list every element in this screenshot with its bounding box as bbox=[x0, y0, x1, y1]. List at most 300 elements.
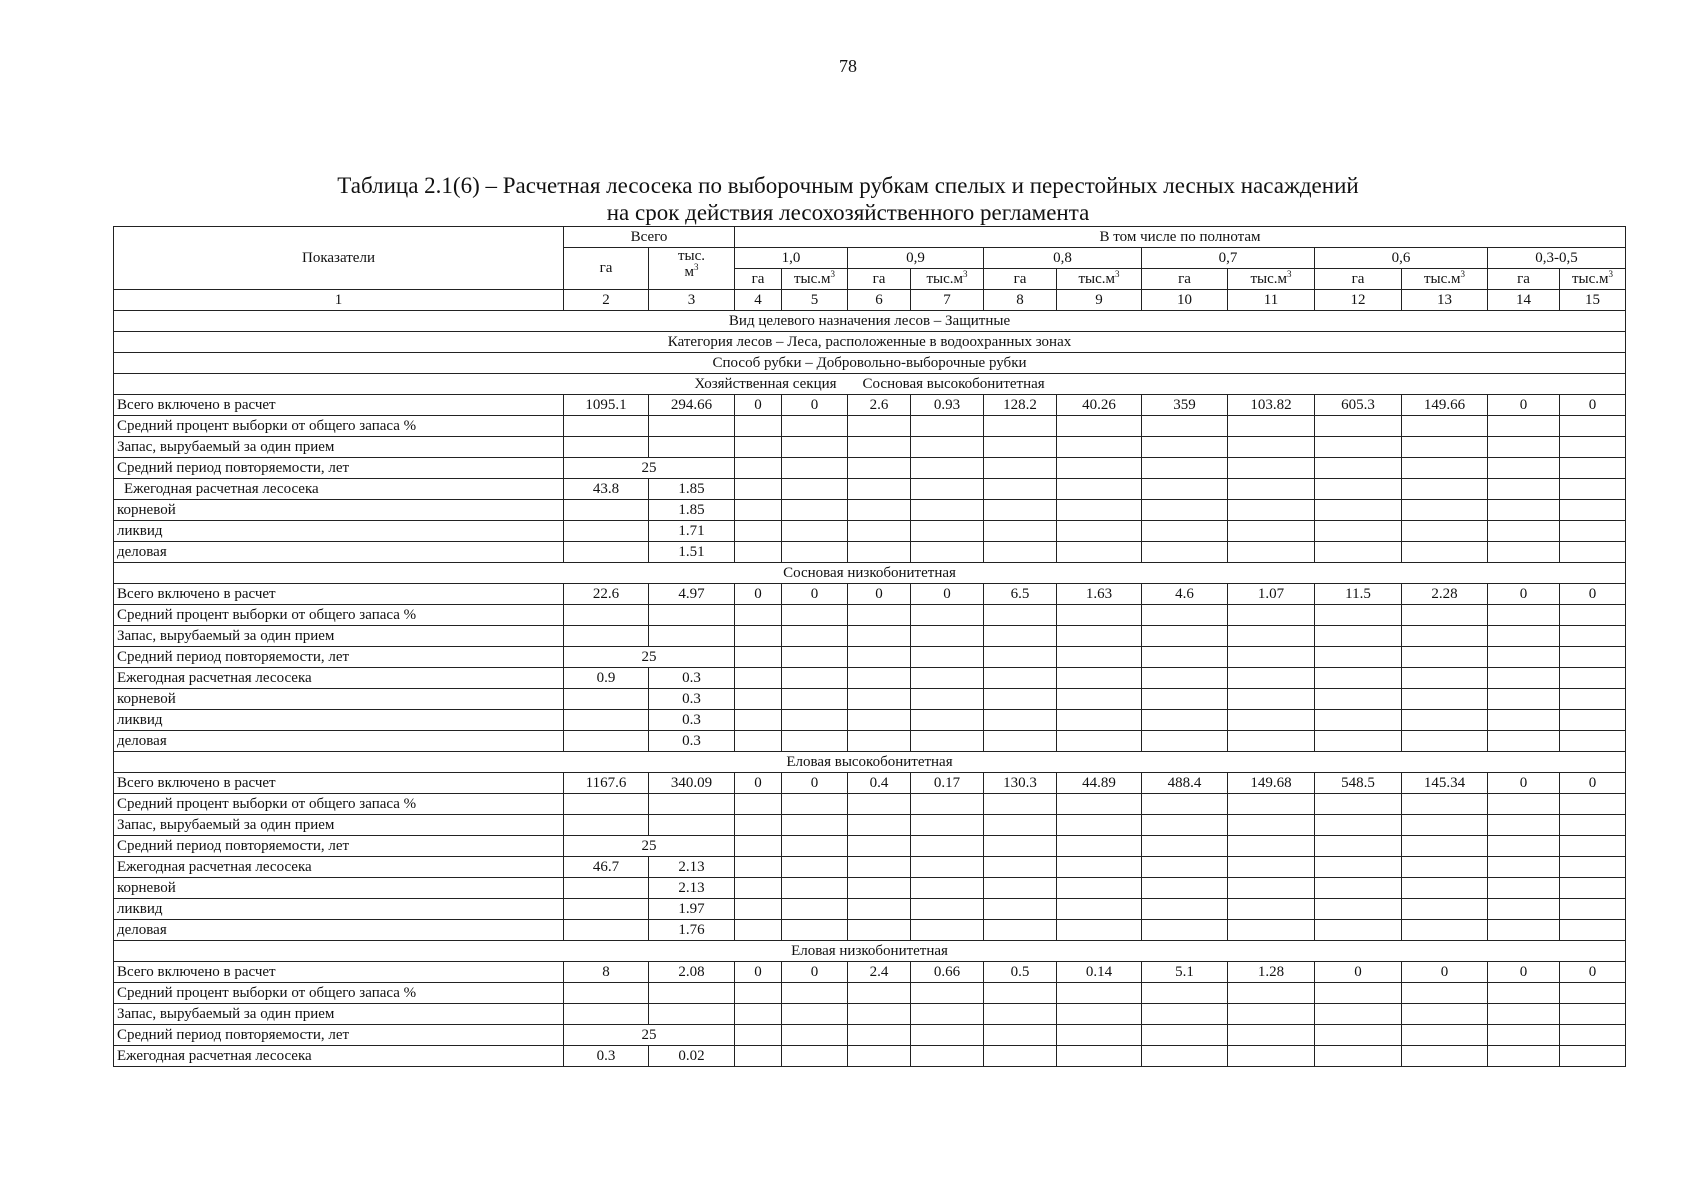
unit-thous-m3 bbox=[1402, 269, 1488, 290]
table-cell bbox=[1315, 689, 1402, 710]
table-cell bbox=[1057, 1046, 1142, 1067]
table-cell bbox=[1488, 983, 1560, 1004]
table-cell bbox=[1228, 815, 1315, 836]
table-cell bbox=[1488, 626, 1560, 647]
table-cell: 0 bbox=[735, 773, 782, 794]
table-cell bbox=[911, 647, 984, 668]
header-column-numbers bbox=[114, 290, 1626, 311]
table-cell bbox=[1402, 542, 1488, 563]
table-cell bbox=[1315, 626, 1402, 647]
row-label: Средний период повторяемости, лет bbox=[114, 458, 564, 479]
table-cell bbox=[1142, 500, 1228, 521]
table-cell bbox=[782, 1046, 848, 1067]
table-cell bbox=[735, 983, 782, 1004]
table-cell bbox=[1142, 1046, 1228, 1067]
unit-ga: га bbox=[735, 269, 782, 290]
table-cell bbox=[984, 437, 1057, 458]
table-cell bbox=[735, 794, 782, 815]
table-cell bbox=[1142, 437, 1228, 458]
section-name: Сосновая высокобонитетная bbox=[862, 375, 1045, 392]
table-cell bbox=[1228, 794, 1315, 815]
table-cell bbox=[564, 710, 649, 731]
unit-thous-m3-label: тыс.м bbox=[1078, 270, 1116, 287]
table-cell bbox=[1402, 899, 1488, 920]
table-cell bbox=[1142, 626, 1228, 647]
table-cell bbox=[735, 416, 782, 437]
table-cell bbox=[1402, 668, 1488, 689]
table-cell bbox=[1142, 458, 1228, 479]
table-cell: 1.85 bbox=[649, 500, 735, 521]
table-cell: 0 bbox=[782, 395, 848, 416]
table-cell bbox=[1142, 710, 1228, 731]
table-cell bbox=[1315, 521, 1402, 542]
table-cell: 0 bbox=[782, 962, 848, 983]
table-cell bbox=[1057, 836, 1142, 857]
section-title bbox=[114, 374, 1626, 395]
table-cell bbox=[984, 710, 1057, 731]
table-cell bbox=[911, 521, 984, 542]
table-cell bbox=[1315, 920, 1402, 941]
table-cell bbox=[1560, 731, 1626, 752]
row-label: Всего включено в расчет bbox=[114, 584, 564, 605]
table-cell bbox=[1315, 857, 1402, 878]
table-cell: 4.97 bbox=[649, 584, 735, 605]
table-cell: 0 bbox=[1488, 584, 1560, 605]
table-cell bbox=[735, 731, 782, 752]
table-cell: 2.13 bbox=[649, 857, 735, 878]
unit-sup: 3 bbox=[1287, 268, 1292, 279]
table-cell bbox=[1488, 920, 1560, 941]
table-cell bbox=[1142, 1004, 1228, 1025]
unit-thous-m3-label: тыс.м bbox=[1572, 270, 1609, 287]
table-cell: 488.4 bbox=[1142, 773, 1228, 794]
table-cell: 2.08 bbox=[649, 962, 735, 983]
table-cell bbox=[1057, 626, 1142, 647]
table-cell bbox=[1402, 920, 1488, 941]
table-cell bbox=[1488, 815, 1560, 836]
table-cell bbox=[735, 710, 782, 731]
table-cell bbox=[848, 857, 911, 878]
table-cell bbox=[911, 710, 984, 731]
table-cell bbox=[911, 458, 984, 479]
table-cell bbox=[848, 983, 911, 1004]
table-cell bbox=[1315, 983, 1402, 1004]
table-cell bbox=[1402, 521, 1488, 542]
table-row bbox=[114, 794, 1626, 815]
table-cell bbox=[1228, 605, 1315, 626]
table-cell bbox=[984, 479, 1057, 500]
table-cell bbox=[984, 857, 1057, 878]
table-cell bbox=[984, 605, 1057, 626]
column-number: 7 bbox=[911, 290, 984, 311]
table-cell bbox=[1228, 668, 1315, 689]
table-cell bbox=[1228, 416, 1315, 437]
table-cell bbox=[984, 521, 1057, 542]
table-row bbox=[114, 899, 1626, 920]
table-cell bbox=[911, 689, 984, 710]
table-cell bbox=[1315, 1025, 1402, 1046]
table-cell bbox=[1315, 605, 1402, 626]
table-cell bbox=[1560, 836, 1626, 857]
table-cell: 1095.1 bbox=[564, 395, 649, 416]
table-cell bbox=[1142, 542, 1228, 563]
table-cell bbox=[735, 1025, 782, 1046]
table-cell: 0.9 bbox=[564, 668, 649, 689]
unit-thous-m3-label: тыс.м bbox=[1423, 270, 1461, 287]
table-cell bbox=[564, 731, 649, 752]
table-cell bbox=[782, 1004, 848, 1025]
table-cell bbox=[1488, 1046, 1560, 1067]
table-cell bbox=[1402, 479, 1488, 500]
table-cell bbox=[848, 626, 911, 647]
table-cell bbox=[782, 857, 848, 878]
table-cell bbox=[848, 605, 911, 626]
table-cell bbox=[782, 542, 848, 563]
table-cell bbox=[1560, 983, 1626, 1004]
table-row bbox=[114, 962, 1626, 983]
header-including: В том числе по полнотам bbox=[735, 227, 1626, 248]
table-row bbox=[114, 1025, 1626, 1046]
column-number: 5 bbox=[782, 290, 848, 311]
table-cell bbox=[1057, 920, 1142, 941]
table-cell bbox=[848, 1046, 911, 1067]
header-density-5: 0,6 bbox=[1315, 248, 1488, 269]
table-cell bbox=[735, 458, 782, 479]
table-cell bbox=[649, 794, 735, 815]
section-title: Еловая высокобонитетная bbox=[114, 752, 1626, 773]
table-cell bbox=[911, 899, 984, 920]
table-cell: 46.7 bbox=[564, 857, 649, 878]
unit-thous-m3-label: тыс.м bbox=[1250, 270, 1288, 287]
row-label: Средний период повторяемости, лет bbox=[114, 1025, 564, 1046]
table-cell: 0 bbox=[1488, 962, 1560, 983]
table-cell bbox=[848, 500, 911, 521]
table-cell bbox=[1142, 605, 1228, 626]
table-cell bbox=[1560, 1025, 1626, 1046]
table-cell bbox=[1560, 1004, 1626, 1025]
table-cell bbox=[1315, 899, 1402, 920]
table-header bbox=[114, 227, 1626, 374]
unit-ga: га bbox=[1142, 269, 1228, 290]
table-cell bbox=[1488, 689, 1560, 710]
unit-sup: 3 bbox=[1115, 268, 1120, 279]
table-cell bbox=[1402, 710, 1488, 731]
column-number: 13 bbox=[1402, 290, 1488, 311]
table-cell bbox=[1228, 731, 1315, 752]
table-cell bbox=[1315, 668, 1402, 689]
unit-thous-m3 bbox=[1560, 269, 1626, 290]
table-cell bbox=[1560, 815, 1626, 836]
table-cell bbox=[649, 437, 735, 458]
table-cell bbox=[735, 626, 782, 647]
table-cell bbox=[1560, 542, 1626, 563]
table-cell bbox=[911, 731, 984, 752]
table-cell bbox=[735, 500, 782, 521]
table-row bbox=[114, 395, 1626, 416]
table-cell bbox=[984, 416, 1057, 437]
table-cell bbox=[1228, 710, 1315, 731]
table-cell bbox=[911, 542, 984, 563]
row-label: Всего включено в расчет bbox=[114, 962, 564, 983]
table-cell bbox=[1560, 521, 1626, 542]
table-row bbox=[114, 626, 1626, 647]
table-cell bbox=[782, 416, 848, 437]
row-label: деловая bbox=[114, 920, 564, 941]
table-cell bbox=[564, 416, 649, 437]
table-cell bbox=[1402, 416, 1488, 437]
unit-sup: 3 bbox=[1608, 268, 1614, 279]
table-cell bbox=[911, 416, 984, 437]
table-cell bbox=[782, 437, 848, 458]
table-title-line1: Таблица 2.1(6) – Расчетная лесосека по выборочным рубкам спелых и перестойных лесных насаждений bbox=[337, 173, 1359, 198]
table-cell bbox=[1560, 878, 1626, 899]
table-cell bbox=[911, 1004, 984, 1025]
table-cell bbox=[1560, 416, 1626, 437]
table-cell bbox=[911, 437, 984, 458]
table-cell bbox=[1560, 605, 1626, 626]
section-row bbox=[114, 374, 1626, 395]
table-cell bbox=[735, 815, 782, 836]
table-cell: 1.76 bbox=[649, 920, 735, 941]
table-cell: 0 bbox=[1560, 584, 1626, 605]
table-cell bbox=[1488, 836, 1560, 857]
table-cell bbox=[848, 458, 911, 479]
column-number: 9 bbox=[1057, 290, 1142, 311]
table-cell: 605.3 bbox=[1315, 395, 1402, 416]
table-cell: 8 bbox=[564, 962, 649, 983]
table-cell bbox=[782, 521, 848, 542]
table-cell bbox=[984, 626, 1057, 647]
table-cell: 0.02 bbox=[649, 1046, 735, 1067]
column-number: 3 bbox=[649, 290, 735, 311]
table-cell bbox=[1315, 731, 1402, 752]
period-value: 25 bbox=[564, 458, 735, 479]
table-cell: 0.4 bbox=[848, 773, 911, 794]
table-cell: 145.34 bbox=[1402, 773, 1488, 794]
table-cell bbox=[911, 626, 984, 647]
table-cell bbox=[1402, 815, 1488, 836]
table-cell: 1.97 bbox=[649, 899, 735, 920]
table-cell bbox=[1228, 899, 1315, 920]
table-cell bbox=[848, 731, 911, 752]
table-cell bbox=[735, 836, 782, 857]
table-cell bbox=[1228, 1046, 1315, 1067]
header-total-ga: га bbox=[564, 248, 649, 290]
header-density-2: 0,9 bbox=[848, 248, 984, 269]
table-cell bbox=[1402, 1046, 1488, 1067]
unit-ga: га bbox=[984, 269, 1057, 290]
period-value: 25 bbox=[564, 647, 735, 668]
table-cell bbox=[984, 878, 1057, 899]
table-cell bbox=[649, 1004, 735, 1025]
table-row bbox=[114, 878, 1626, 899]
table-cell: 0 bbox=[735, 395, 782, 416]
table-cell bbox=[735, 521, 782, 542]
row-label: деловая bbox=[114, 731, 564, 752]
row-label: Средний процент выборки от общего запаса % bbox=[114, 794, 564, 815]
table-cell: 149.68 bbox=[1228, 773, 1315, 794]
row-label: Всего включено в расчет bbox=[114, 395, 564, 416]
table-cell bbox=[911, 815, 984, 836]
table-cell bbox=[1228, 500, 1315, 521]
table-cell: 43.8 bbox=[564, 479, 649, 500]
table-row bbox=[114, 458, 1626, 479]
table-cell bbox=[1488, 416, 1560, 437]
table-cell bbox=[1315, 794, 1402, 815]
table-cell bbox=[1228, 542, 1315, 563]
table-cell bbox=[782, 983, 848, 1004]
table-cell bbox=[1488, 1004, 1560, 1025]
table-cell bbox=[1228, 836, 1315, 857]
header-m-label: м bbox=[684, 264, 694, 280]
table-cell bbox=[984, 458, 1057, 479]
section-row bbox=[114, 563, 1626, 584]
table-cell bbox=[1488, 878, 1560, 899]
unit-thous-m3 bbox=[911, 269, 984, 290]
table-cell: 0 bbox=[848, 584, 911, 605]
table-cell: 340.09 bbox=[649, 773, 735, 794]
table-cell bbox=[848, 437, 911, 458]
period-value: 25 bbox=[564, 836, 735, 857]
table-cell: 359 bbox=[1142, 395, 1228, 416]
table-cell bbox=[984, 668, 1057, 689]
table-cell bbox=[984, 500, 1057, 521]
row-label: корневой bbox=[114, 878, 564, 899]
table-cell bbox=[984, 731, 1057, 752]
table-cell bbox=[1315, 878, 1402, 899]
table-cell bbox=[984, 1046, 1057, 1067]
unit-ga: га bbox=[1488, 269, 1560, 290]
unit-thous-m3-label: тыс.м bbox=[926, 270, 964, 287]
table-cell bbox=[848, 647, 911, 668]
table-cell bbox=[1560, 668, 1626, 689]
banner-method: Способ рубки – Добровольно-выборочные рубки bbox=[114, 353, 1626, 374]
column-number: 8 bbox=[984, 290, 1057, 311]
table-cell bbox=[1315, 815, 1402, 836]
table-cell bbox=[1142, 983, 1228, 1004]
row-label: Запас, вырубаемый за один прием bbox=[114, 1004, 564, 1025]
table-cell bbox=[782, 794, 848, 815]
table-cell bbox=[782, 479, 848, 500]
table-cell bbox=[782, 731, 848, 752]
row-label: Средний процент выборки от общего запаса % bbox=[114, 983, 564, 1004]
table-cell bbox=[649, 416, 735, 437]
table-cell bbox=[1057, 1004, 1142, 1025]
table-cell bbox=[848, 689, 911, 710]
table-cell bbox=[564, 689, 649, 710]
header-total-thous-m3 bbox=[649, 248, 735, 290]
row-label: Средний процент выборки от общего запаса % bbox=[114, 605, 564, 626]
section-row bbox=[114, 941, 1626, 962]
table-row bbox=[114, 416, 1626, 437]
table-cell bbox=[735, 479, 782, 500]
column-number: 6 bbox=[848, 290, 911, 311]
table-cell: 0.66 bbox=[911, 962, 984, 983]
unit-thous-m3 bbox=[782, 269, 848, 290]
table-cell bbox=[1228, 1004, 1315, 1025]
table-cell bbox=[1057, 983, 1142, 1004]
table-cell bbox=[1488, 1025, 1560, 1046]
table-cell bbox=[1402, 626, 1488, 647]
table-cell bbox=[564, 626, 649, 647]
table-cell: 0 bbox=[1560, 962, 1626, 983]
table-cell bbox=[1315, 458, 1402, 479]
header-sup: 3 bbox=[694, 262, 699, 272]
table-cell bbox=[848, 416, 911, 437]
table-cell bbox=[564, 542, 649, 563]
table-row bbox=[114, 710, 1626, 731]
table-cell bbox=[1057, 521, 1142, 542]
table-cell bbox=[984, 1025, 1057, 1046]
column-number: 4 bbox=[735, 290, 782, 311]
table-cell bbox=[1402, 878, 1488, 899]
table-cell bbox=[1488, 794, 1560, 815]
row-label: Ежегодная расчетная лесосека bbox=[114, 479, 564, 500]
table-cell bbox=[1488, 479, 1560, 500]
table-row bbox=[114, 437, 1626, 458]
table-cell bbox=[1560, 626, 1626, 647]
unit-ga: га bbox=[848, 269, 911, 290]
table-cell bbox=[1057, 647, 1142, 668]
table-cell: 0.3 bbox=[649, 689, 735, 710]
table-row bbox=[114, 983, 1626, 1004]
table-title bbox=[0, 172, 1696, 226]
table-row bbox=[114, 647, 1626, 668]
table-cell bbox=[1228, 920, 1315, 941]
table-cell: 294.66 bbox=[649, 395, 735, 416]
table-cell bbox=[1228, 437, 1315, 458]
table-cell bbox=[984, 920, 1057, 941]
table-cell bbox=[984, 542, 1057, 563]
table-cell bbox=[1560, 857, 1626, 878]
table-cell: 22.6 bbox=[564, 584, 649, 605]
table-cell bbox=[564, 899, 649, 920]
table-cell: 548.5 bbox=[1315, 773, 1402, 794]
table-cell bbox=[1228, 626, 1315, 647]
table-row bbox=[114, 1046, 1626, 1067]
table-cell bbox=[1315, 836, 1402, 857]
table-cell bbox=[848, 815, 911, 836]
table-cell: 2.13 bbox=[649, 878, 735, 899]
table-cell bbox=[1488, 899, 1560, 920]
table-cell bbox=[1402, 500, 1488, 521]
column-number: 10 bbox=[1142, 290, 1228, 311]
table-cell bbox=[782, 710, 848, 731]
table-cell bbox=[782, 920, 848, 941]
table-cell bbox=[564, 983, 649, 1004]
table-cell bbox=[848, 1004, 911, 1025]
table-cell bbox=[911, 983, 984, 1004]
table-cell bbox=[1228, 857, 1315, 878]
table-cell bbox=[1228, 479, 1315, 500]
header-thous-label: тыс. bbox=[677, 248, 706, 264]
table-cell: 130.3 bbox=[984, 773, 1057, 794]
row-label: Ежегодная расчетная лесосека bbox=[114, 857, 564, 878]
table-cell bbox=[1315, 1004, 1402, 1025]
table-cell bbox=[649, 605, 735, 626]
table-cell bbox=[735, 542, 782, 563]
table-cell bbox=[911, 836, 984, 857]
header-total: Всего bbox=[564, 227, 735, 248]
table-cell: 0 bbox=[1488, 395, 1560, 416]
table-cell bbox=[1315, 542, 1402, 563]
table-cell bbox=[1402, 647, 1488, 668]
table-cell bbox=[848, 521, 911, 542]
table-cell: 11.5 bbox=[1315, 584, 1402, 605]
table-row bbox=[114, 815, 1626, 836]
column-number: 2 bbox=[564, 290, 649, 311]
table-cell: 0 bbox=[911, 584, 984, 605]
